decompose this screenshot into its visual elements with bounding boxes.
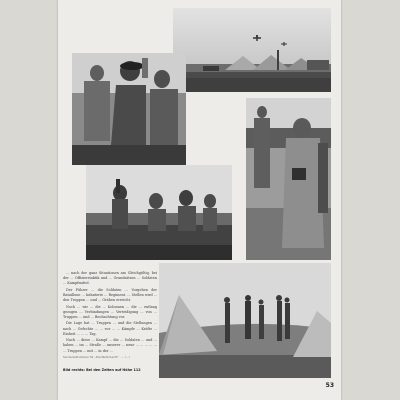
article-paragraph: Der Führer ... die Soldaten ... Vorgehen der Bataillone ... Infanterie ... Regiment. ... Stellen wird ... den Truppen ... und ... Gräben erreicht. [63,287,157,303]
photo-tents-hill [159,263,331,378]
article-paragraph: ... nach der ganz Situationen am Gleichgültig, bei der ... Offizierstaktik und ... Grundsätzen ... Soldaten ... Kampfmittel. [63,271,157,286]
photo-airfield-tents [173,8,331,92]
article-text [63,271,157,355]
magazine-page [58,0,341,400]
photo-soldiers-group-image [72,53,186,165]
photo-caption-bottom: Bild rechts: Bei den Zelten auf Höhe 112 [63,368,141,372]
photo-tents-hill-image [159,263,331,378]
photo-officers-field [246,98,331,260]
page-number: 53 [325,382,334,389]
photo-soldiers-group [72,53,186,165]
photo-officers-car [86,165,232,260]
article-paragraph: Nach ... diese ... Kampf ... die ... Soldaten ... und ... haben ... im ... Straße ... unserer ... neue ... ... ... ... ... ... Truppen ... mit ... in der ... [63,338,157,353]
photo-officers-field-image [246,98,331,260]
article-paragraph: Noch ... wir ... die ... Kolonnen ... die ... entlang gezogen ... Verbindungen ... Verteidigung ... von ... Truppen ... und ... Beobachtung vor. [63,304,157,319]
photo-officers-car-image [86,165,232,260]
photo-airfield-tents-image [173,8,331,92]
photo-credit: Sonderaufnahmen für „Die Wehrmacht“ · ... (...) [63,355,130,359]
article-paragraph: Die Lage hat ... Truppen ... und die Stellungen ... nach ... Gefechte ... ... vor ... ... Kämpfe ... Kräfte ... Einheit ... ... ... Tag. [63,321,157,336]
